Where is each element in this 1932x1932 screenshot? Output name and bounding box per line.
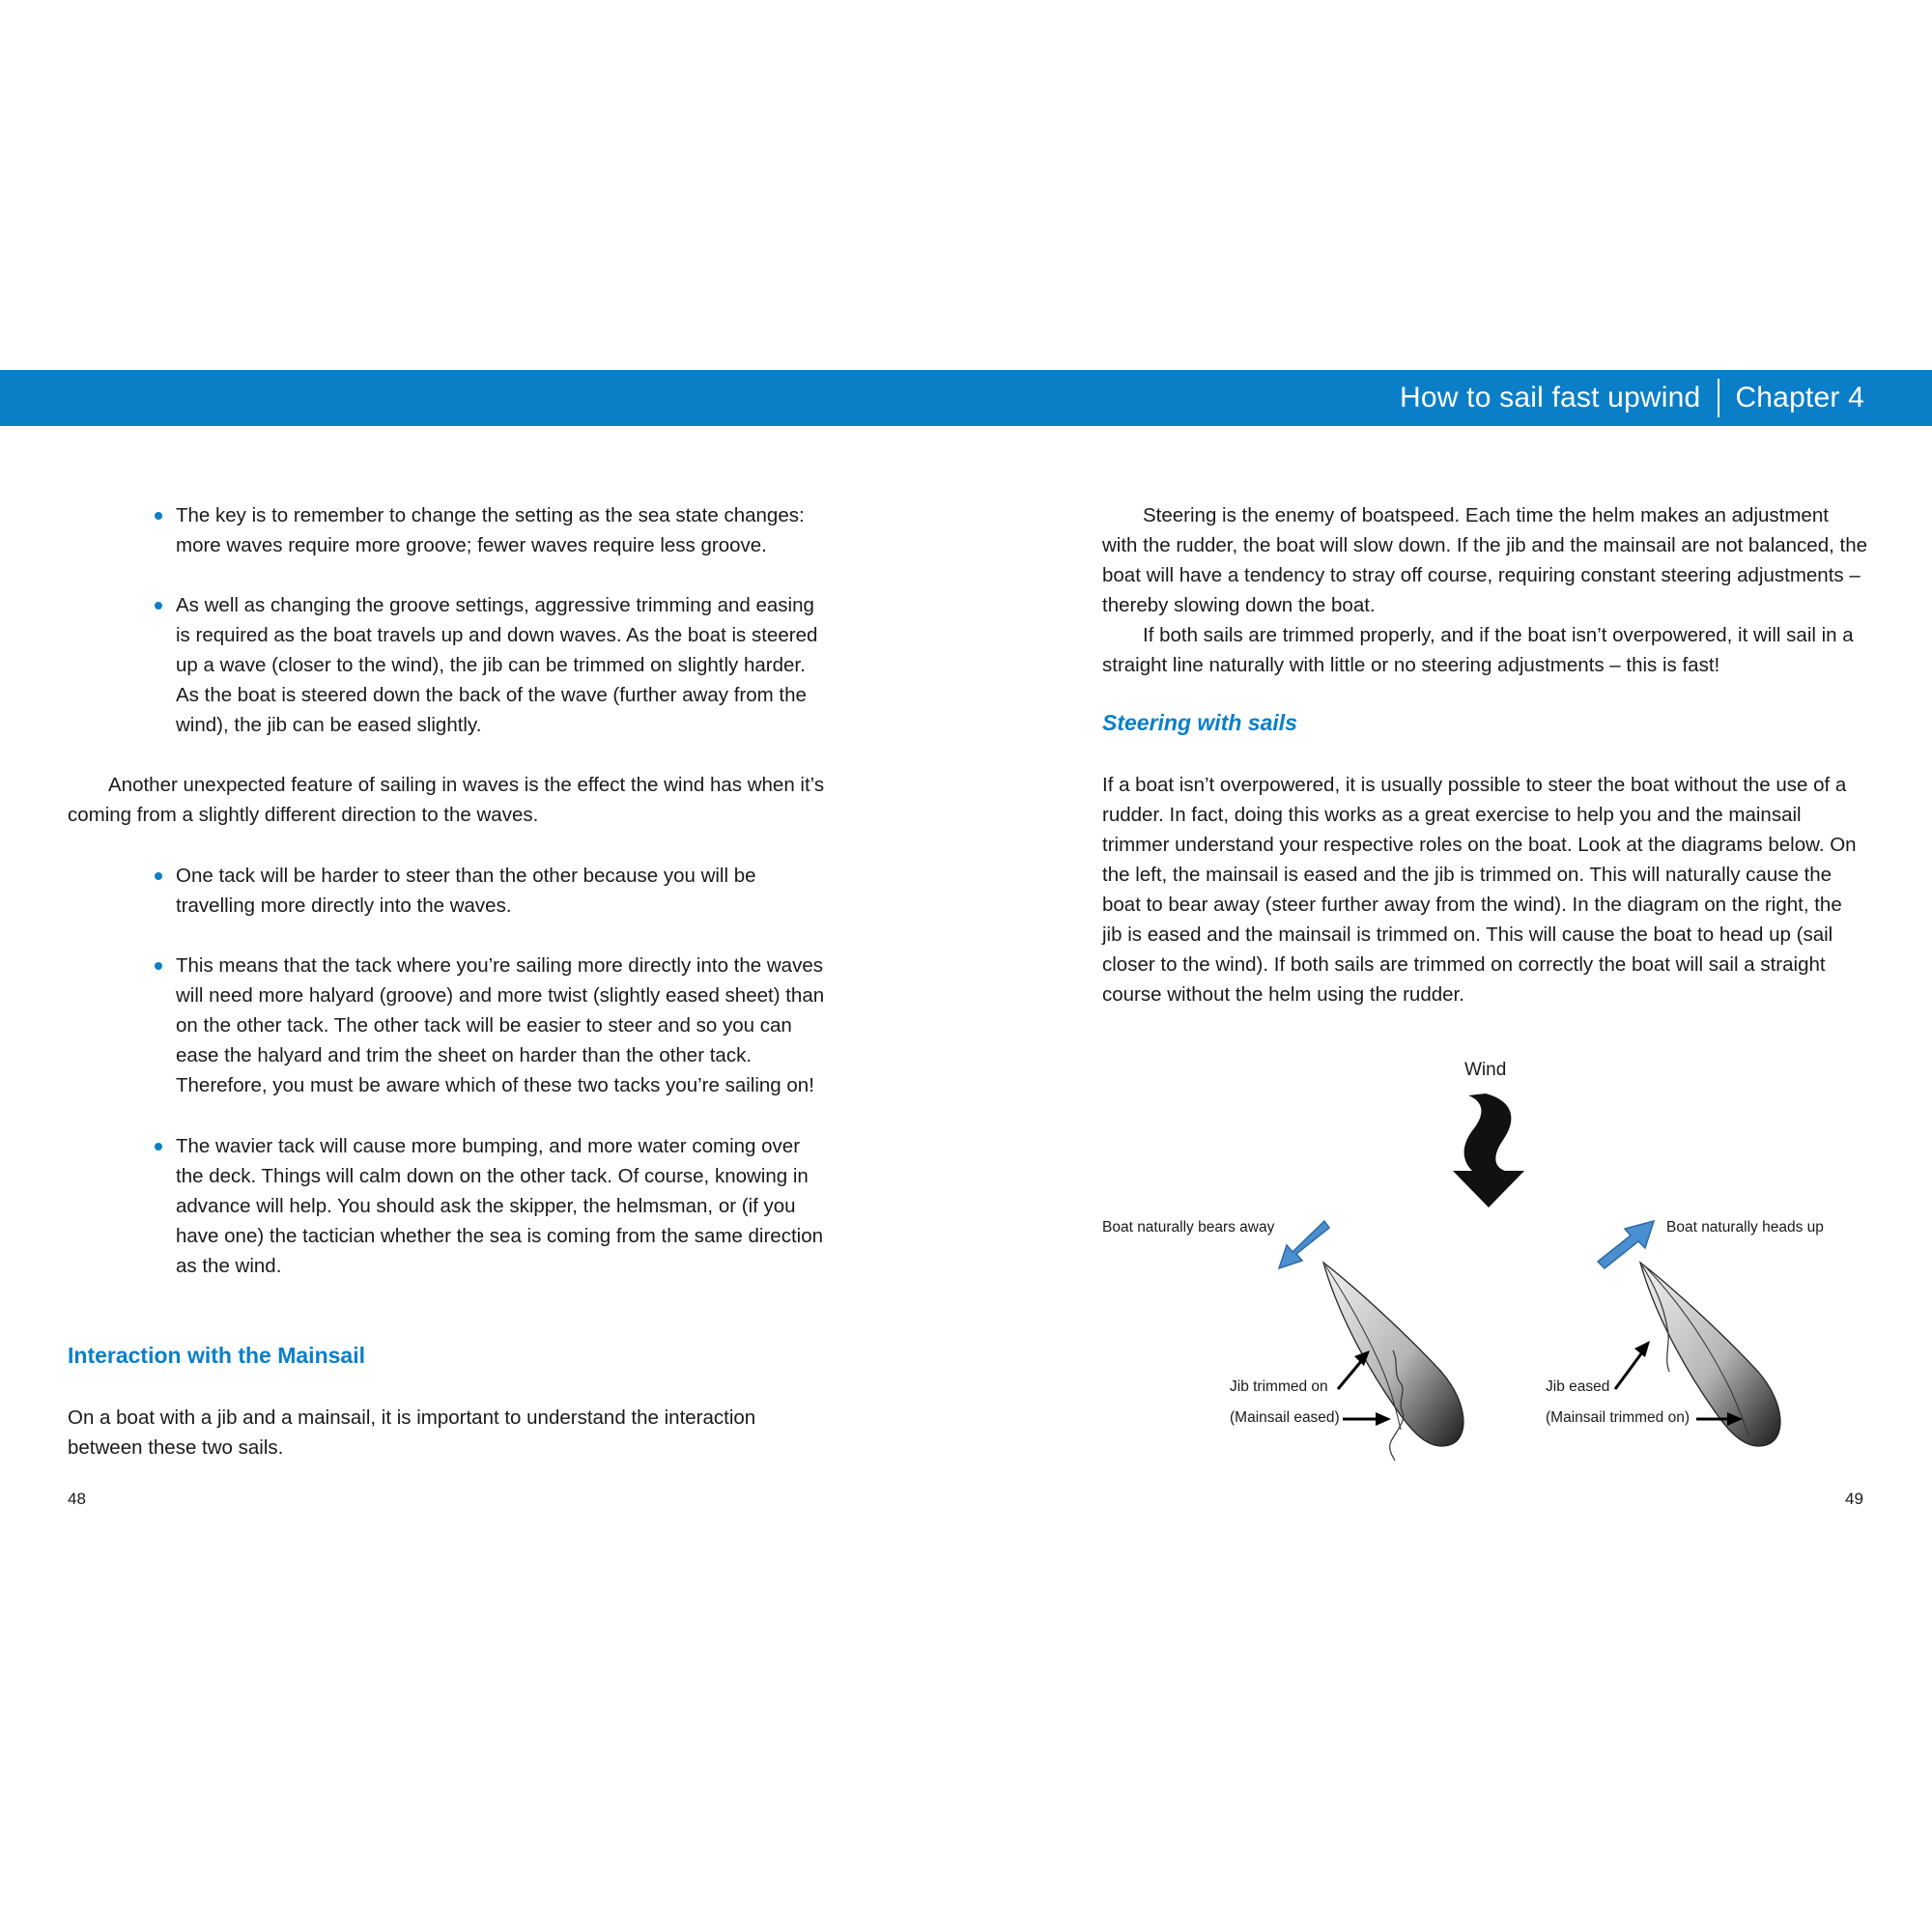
wind-label: Wind bbox=[1464, 1060, 1507, 1080]
bears-away-caption: Boat naturally bears away bbox=[1102, 1219, 1275, 1236]
sail-balance-diagram bbox=[1092, 1092, 1845, 1468]
mainsail-eased-label: (Mainsail eased) bbox=[1230, 1409, 1340, 1426]
mainsail-eased-pointer-icon bbox=[1343, 1412, 1391, 1426]
bullet-icon bbox=[155, 602, 162, 610]
list-item bbox=[176, 500, 833, 560]
list-item bbox=[176, 590, 833, 740]
jib-eased-pointer-icon bbox=[1615, 1341, 1650, 1389]
body-paragraph: On a boat with a jib and a mainsail, it is important to understand the interaction between these two sails. bbox=[68, 1406, 756, 1459]
body-paragraph: If both sails are trimmed properly, and if the boat isn’t overpowered, it will sail in a straight line naturally with little or no steering adjustments – this is fast! bbox=[1102, 624, 1854, 676]
list-item bbox=[176, 861, 833, 921]
bullet-text: As well as changing the groove settings, aggressive trimming and easing is required as the boat travels up and down waves. As the boat is steered up a wave (closer to the wind), the jib can be trimmed on slightly harder. As the boat is steered down the back of the wave (further away from the wind), the jib can be eased slightly. bbox=[176, 594, 818, 736]
jib-trimmed-label: Jib trimmed on bbox=[1230, 1378, 1328, 1395]
running-header bbox=[1400, 370, 1864, 426]
bullet-icon bbox=[155, 512, 162, 520]
chapter-header-band bbox=[0, 370, 1932, 426]
heads-up-caption: Boat naturally heads up bbox=[1666, 1219, 1824, 1236]
list-item bbox=[176, 951, 833, 1100]
page-number-left: 48 bbox=[68, 1490, 86, 1508]
jib-eased-label: Jib eased bbox=[1546, 1378, 1610, 1395]
bullet-text: The key is to remember to change the setting as the sea state changes: more waves require more groove; fewer waves require less groove. bbox=[176, 504, 805, 556]
section-heading: Steering with sails bbox=[1102, 710, 1297, 735]
bullet-text: One tack will be harder to steer than the other because you will be travelling more directly into the waves. bbox=[176, 865, 756, 917]
bullet-text: This means that the tack where you’re sailing more directly into the waves will need more halyard (groove) and more twist (slightly eased sheet) than on the other tack. The other tack will be easier to steer and so you can ease the halyard and trim the sheet on harder than the other tack. Therefore, you must be aware which of these two tacks you’re sailing on! bbox=[176, 954, 825, 1096]
page-number-right: 49 bbox=[1845, 1490, 1863, 1508]
wind-arrow-icon bbox=[1453, 1094, 1524, 1208]
heads-up-arrow-icon bbox=[1598, 1221, 1654, 1268]
mainsail-trimmed-label: (Mainsail trimmed on) bbox=[1546, 1409, 1690, 1426]
header-title: How to sail fast upwind bbox=[1400, 382, 1701, 413]
section-heading: Interaction with the Mainsail bbox=[68, 1343, 365, 1368]
body-paragraph: Steering is the enemy of boatspeed. Each time the helm makes an adjustment with the rudder, the boat will slow down. If the jib and the mainsail are not balanced, the boat will have a tendency to stray off course, requiring constant steering adjustments – thereby slowing down the boat. bbox=[1102, 504, 1868, 616]
bears-away-arrow-icon bbox=[1279, 1221, 1329, 1268]
body-paragraph: Another unexpected feature of sailing in waves is the effect the wind has when it’s coming from a slightly different direction to the waves. bbox=[68, 774, 825, 826]
header-divider bbox=[1718, 379, 1719, 417]
bullet-icon bbox=[155, 872, 162, 880]
header-chapter: Chapter 4 bbox=[1735, 382, 1864, 413]
body-paragraph: If a boat isn’t overpowered, it is usually possible to steer the boat without the use of a rudder. In fact, doing this works as a great exercise to help you and the mainsail trimmer understand your respective roles on the boat. Look at the diagrams below. On the left, the mainsail is eased and the jib is trimmed on. This will naturally cause the boat to bear away (steer further away from the wind). In the diagram on the right, the jib is eased and the mainsail is trimmed on. This will cause the boat to head up (sail closer to the wind). If both sails are trimmed on correctly the boat will sail a straight course without the helm using the rudder. bbox=[1102, 774, 1857, 1006]
bullet-icon bbox=[155, 962, 162, 970]
list-item bbox=[176, 1131, 833, 1281]
bullet-icon bbox=[155, 1143, 162, 1151]
left-boat-hull bbox=[1323, 1263, 1463, 1461]
jib-trimmed-pointer-icon bbox=[1338, 1350, 1370, 1389]
bullet-text: The wavier tack will cause more bumping, and more water coming over the deck. Things will calm down on the other tack. Of course, knowing in advance will help. You should ask the skipper, the helmsman, or (if you have one) the tactician whether the sea is coming from the same direction as the wind. bbox=[176, 1135, 824, 1277]
